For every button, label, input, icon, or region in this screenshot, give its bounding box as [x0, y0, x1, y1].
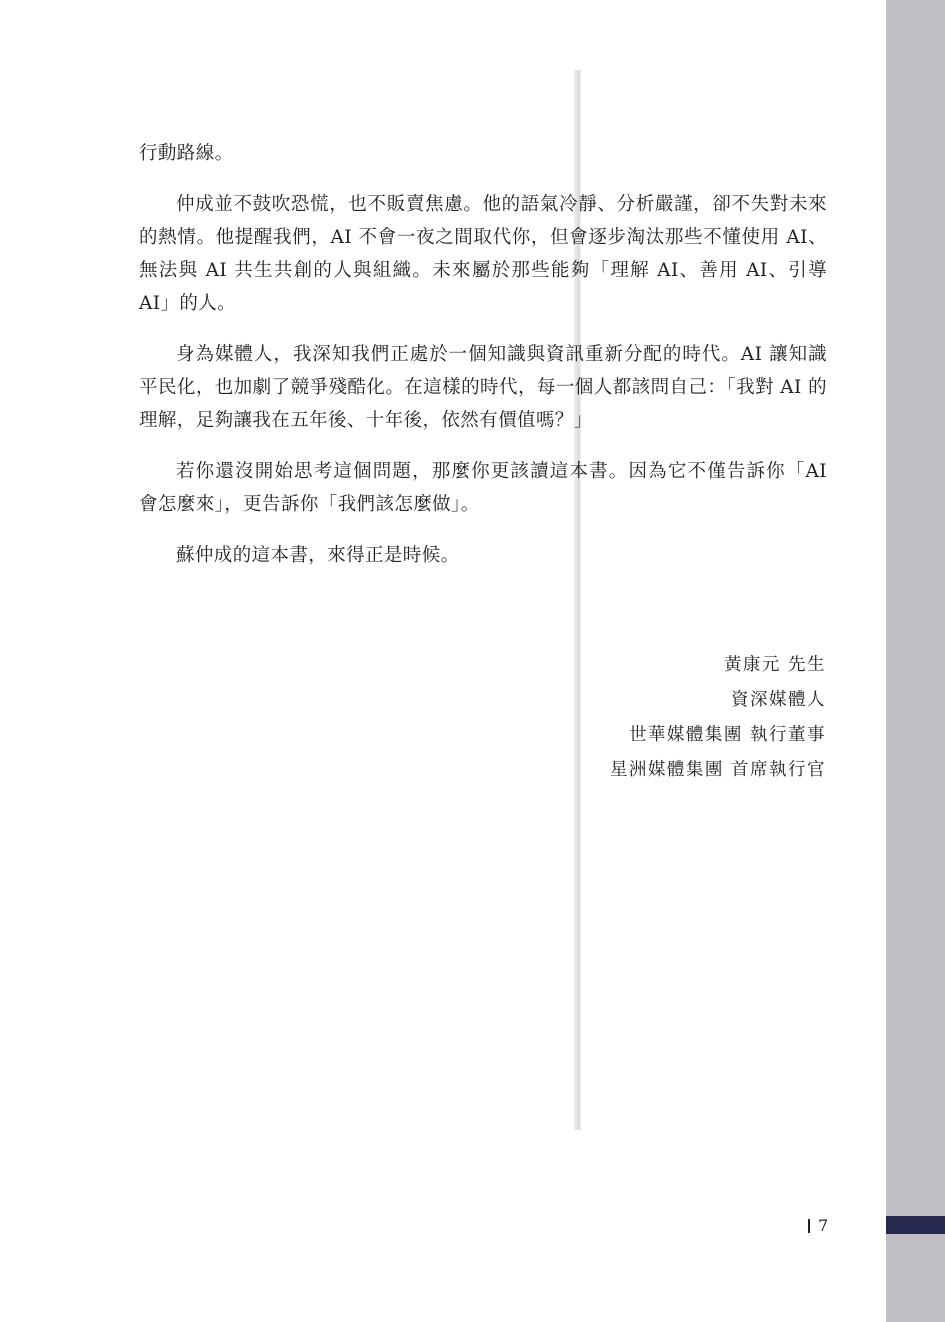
paragraph-2: 仲成並不鼓吹恐慌，也不販賣焦慮。他的語氣冷靜、分析嚴謹，卻不失對未來的熱情。他提醒我們，AI 不會一夜之間取代你，但會逐步淘汰那些不懂使用 AI、無法與 AI 共生共創的人與組織。未來屬於那些能夠「理解 AI、善用 AI、引導 AI」的人。	[139, 194, 827, 314]
paragraph-5: 蘇仲成的這本書，來得正是時候。	[176, 545, 460, 566]
page-number-value: 7	[818, 1216, 829, 1235]
signature-name: 黃康元 先生	[723, 655, 826, 675]
paragraph-4: 若你還沒開始思考這個問題，那麼你更該讀這本書。因為它不僅告訴你「AI 會怎麼來」，更告訴你「我們該怎麼做」。	[139, 461, 827, 515]
signature-position-1: 世華媒體集團 執行董事	[628, 725, 826, 745]
author-signature	[560, 648, 826, 788]
page-number	[808, 1216, 828, 1236]
page-edge-band	[886, 0, 945, 1322]
chapter-tab-marker	[886, 1216, 945, 1234]
signature-role: 資深媒體人	[731, 690, 826, 710]
body-text	[139, 137, 827, 590]
page-number-divider	[808, 1219, 810, 1233]
signature-position-2: 星洲媒體集團 首席執行官	[609, 760, 826, 780]
paragraph-3: 身為媒體人，我深知我們正處於一個知識與資訊重新分配的時代。AI 讓知識平民化，也加劇了競爭殘酷化。在這樣的時代，每一個人都該問自己：「我對 AI 的理解，足夠讓我在五年後、十年後，依然有價值嗎？」	[139, 344, 827, 431]
paragraph-1: 行動路線。	[139, 143, 234, 164]
